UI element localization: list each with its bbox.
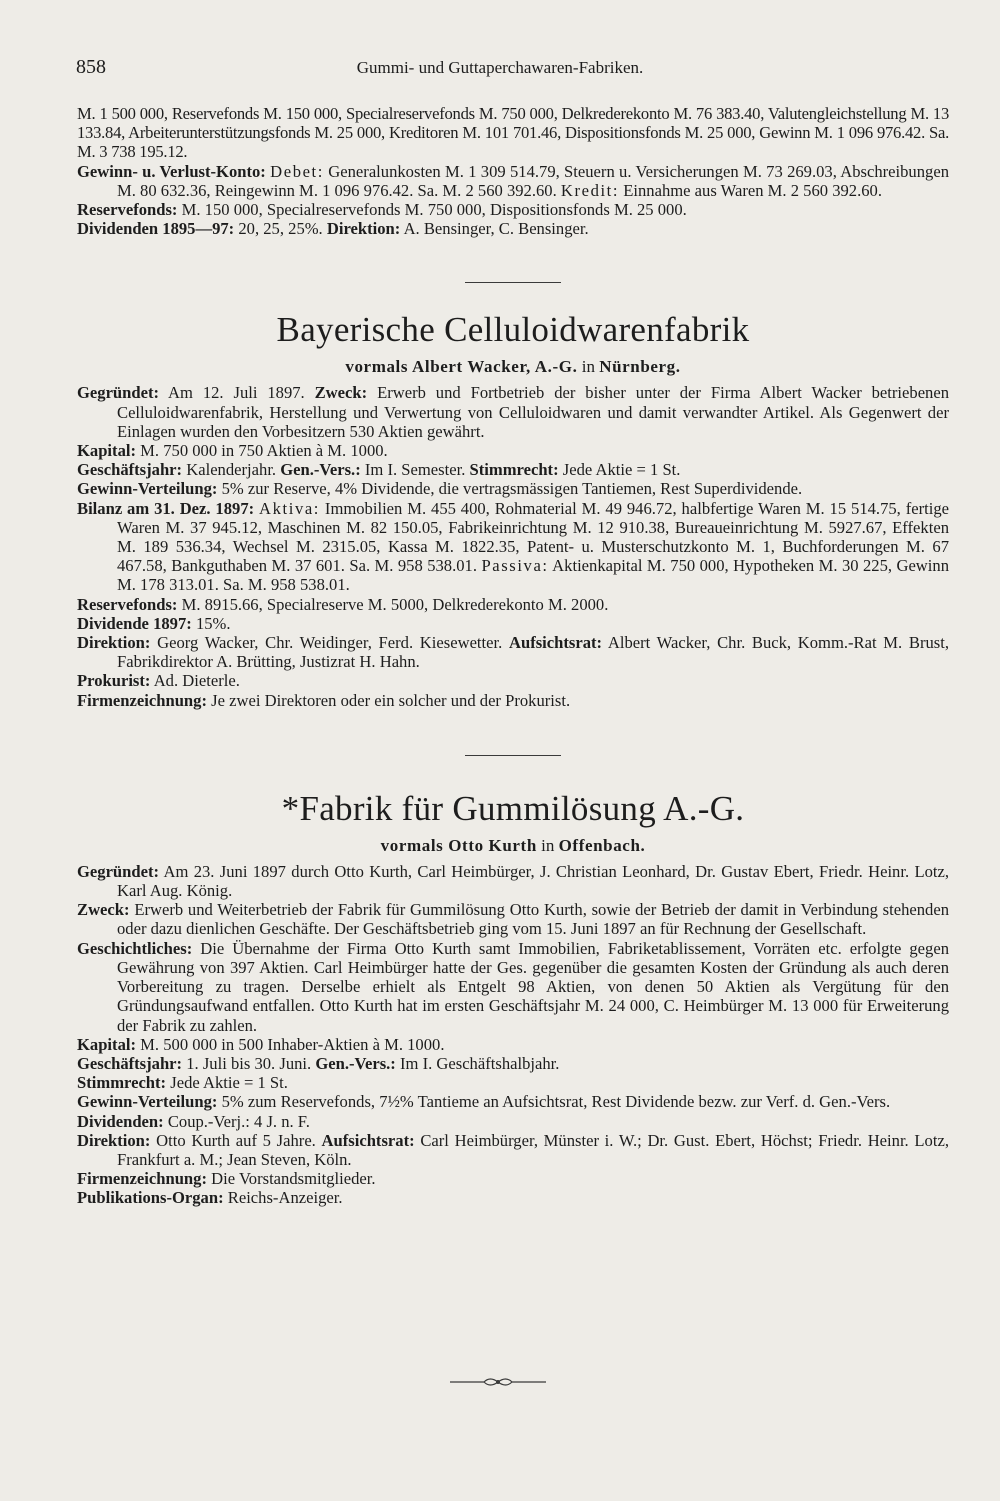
bilanz-continuation: M. 1 500 000, Reservefonds M. 150 000, Specialreservefonds M. 750 000, Delkrederekonto M. 76 383.40, Valutengleichstellung M. 13 133.84, Arbeiterunterstützungsfonds M. 25 000, Kreditoren M. 101 701.46, Dispositionsfonds M. 25 000, Gewinn M. 1 096 976.42. Sa. M. 3 738 195.12. bbox=[77, 104, 949, 162]
firmenzeichnung: Firmenzeichnung: Die Vorstandsmitglieder. bbox=[77, 1169, 376, 1189]
gegruendet: Gegründet: Am 23. Juni 1897 durch Otto Kurth, Carl Heimbürger, J. Christian Leonhard, Dr. Gustav Ebert, Friedr. Heinr. Lotz, Karl Aug. König. bbox=[77, 861, 949, 901]
geschaeftsjahr: Geschäftsjahr: 1. Juli bis 30. Juni. Gen.-Vers.: Im I. Geschäftshalbjahr. bbox=[77, 1053, 560, 1073]
reservefonds: Reservefonds: M. 150 000, Specialreservefonds M. 750 000, Dispositionsfonds M. 25 000. bbox=[77, 200, 687, 220]
company-title: *Fabrik für Gummilösung A.-G. bbox=[281, 788, 745, 828]
geschichtliches: Geschichtliches: Die Übernahme der Firma Otto Kurth samt Immobilien, Fabriketablissement, Vorräten etc. erfolgte gegen Gewährung von 397 Aktien. Carl Heimbürger hatte der Ges. gegenüber die gesamten Kosten der Gründung als auch deren Vorbereitung zu tragen. Derselbe erhielt als Entgelt 98 Aktien, von denen 50 Aktien als Vergütung für den Gründungsaufwand entfallen. Otto Kurth hat im ersten Geschäftsjahr M. 24 000, C. Heimbürger M. 13 000 für Erweiterung der Fabrik zu zahlen. bbox=[77, 938, 950, 1035]
zweck: Zweck: Erwerb und Weiterbetrieb der Fabrik für Gummilösung Otto Kurth, sowie der Betrieb der damit in Verbindung stehenden oder dazu dienlichen Geschäfte. Der Geschäftsbetrieb ging vom 15. Juni 1897 an für Rechnung der Gesellschaft. bbox=[77, 900, 949, 939]
dividenden: Dividenden 1895—97: 20, 25, 25%. Direktion: A. Bensinger, C. Bensinger. bbox=[77, 219, 589, 239]
dividende: Dividende 1897: 15%. bbox=[77, 613, 231, 633]
gewinn-verteilung: Gewinn-Verteilung: 5% zum Reservefonds, 7½% Tantieme an Aufsichtsrat, Rest Dividende bezw. zur Verf. d. Gen.-Vers. bbox=[77, 1092, 891, 1112]
bilanz: Bilanz am 31. Dez. 1897: Aktiva: Immobilien M. 455 400, Rohmaterial M. 49 946.72, halbfertige Waren M. 15 514.75, fertige Waren M. 37 945.12, Maschinen M. 82 150.05, Fabrikeinrichtung M. 12 910.38, Bureaueinrichtung M. 5927.67, Effekten M. 189 536.34, Wechsel M. 2315.05, Kassa M. 1822.35, Patent- u. Musterschutzkonto M. 1, Buchforderungen M. 67 467.58, Bankguthaben M. 37 601. Sa. M. 958 538.01. Passiva: Aktienkapital M. 750 000, Hypotheken M. 30 225, Gewinn M. 178 313.01. Sa. M. 958 538.01. bbox=[77, 498, 949, 595]
running-header bbox=[0, 56, 1000, 80]
gewinn-verlust-konto: Gewinn- u. Verlust-Konto: Debet: Generalunkosten M. 1 309 514.79, Steuern u. Versicherungen M. 73 269.03, Abschreibungen M. 80 632.36, Reingewinn M. 1 096 976.42. Sa. M. 2 560 392.60. Kredit: Einnahme aus Waren M. 2 560 392.60. bbox=[77, 161, 949, 200]
company-entry-celluloid bbox=[77, 310, 949, 709]
stimmrecht: Stimmrecht: Jede Aktie = 1 St. bbox=[77, 1073, 288, 1093]
end-ornament-icon bbox=[450, 1376, 546, 1388]
company-subtitle: vormals Otto Kurth in Offenbach. bbox=[380, 835, 646, 855]
dividenden: Dividenden: Coup.-Verj.: 4 J. n. F. bbox=[77, 1111, 310, 1131]
reservefonds: Reservefonds: M. 8915.66, Specialreserve M. 5000, Delkrederekonto M. 2000. bbox=[77, 594, 609, 614]
gegruendet: Gegründet: Am 12. Juli 1897. Zweck: Erwerb und Fortbetrieb der bisher unter der Firma Albert Wacker betriebenen Celluloidwarenfabrik, Herstellung und Verwertung von Celluloidwaren und damit verwandter Artikel. Als Gegenwert der Einlagen wurden den Vorbesitzern 530 Aktien gewährt. bbox=[77, 383, 950, 441]
publikations-organ: Publikations-Organ: Reichs-Anzeiger. bbox=[77, 1188, 343, 1208]
kapital: Kapital: M. 500 000 in 500 Inhaber-Aktien à M. 1000. bbox=[77, 1034, 445, 1054]
previous-entry-continuation bbox=[77, 104, 949, 238]
gewinn-verteilung: Gewinn-Verteilung: 5% zur Reserve, 4% Dividende, die vertragsmässigen Tantiemen, Rest Superdividende. bbox=[77, 479, 803, 499]
page-number: 858 bbox=[76, 56, 106, 78]
section-divider bbox=[465, 755, 561, 756]
firmenzeichnung: Firmenzeichnung: Je zwei Direktoren oder ein solcher und der Prokurist. bbox=[77, 690, 571, 710]
company-subtitle: vormals Albert Wacker, A.-G. in Nürnberg. bbox=[345, 357, 681, 377]
geschaeftsjahr: Geschäftsjahr: Kalenderjahr. Gen.-Vers.: Im I. Semester. Stimmrecht: Jede Aktie = 1 St. bbox=[77, 460, 681, 480]
direktion: Direktion: Georg Wacker, Chr. Weidinger, Ferd. Kiesewetter. Aufsichtsrat: Albert Wacker, Chr. Buck, Komm.-Rat M. Brust, Fabrikdirektor A. Brütting, Justizrat H. Hahn. bbox=[77, 633, 949, 672]
page-content bbox=[77, 104, 949, 1208]
direktion: Direktion: Otto Kurth auf 5 Jahre. Aufsichtsrat: Carl Heimbürger, Münster i. W.; Dr. Gust. Ebert, Höchst; Friedr. Heinr. Lotz, Frankfurt a. M.; Jean Steven, Köln. bbox=[77, 1130, 949, 1169]
company-entry-gummiloesung bbox=[77, 789, 949, 1208]
running-title: Gummi- und Guttaperchawaren-Fabriken. bbox=[356, 58, 644, 77]
prokurist: Prokurist: Ad. Dieterle. bbox=[77, 671, 240, 691]
company-title: Bayerische Celluloidwarenfabrik bbox=[276, 310, 750, 350]
kapital: Kapital: M. 750 000 in 750 Aktien à M. 1000. bbox=[77, 441, 388, 461]
section-divider bbox=[465, 282, 561, 283]
